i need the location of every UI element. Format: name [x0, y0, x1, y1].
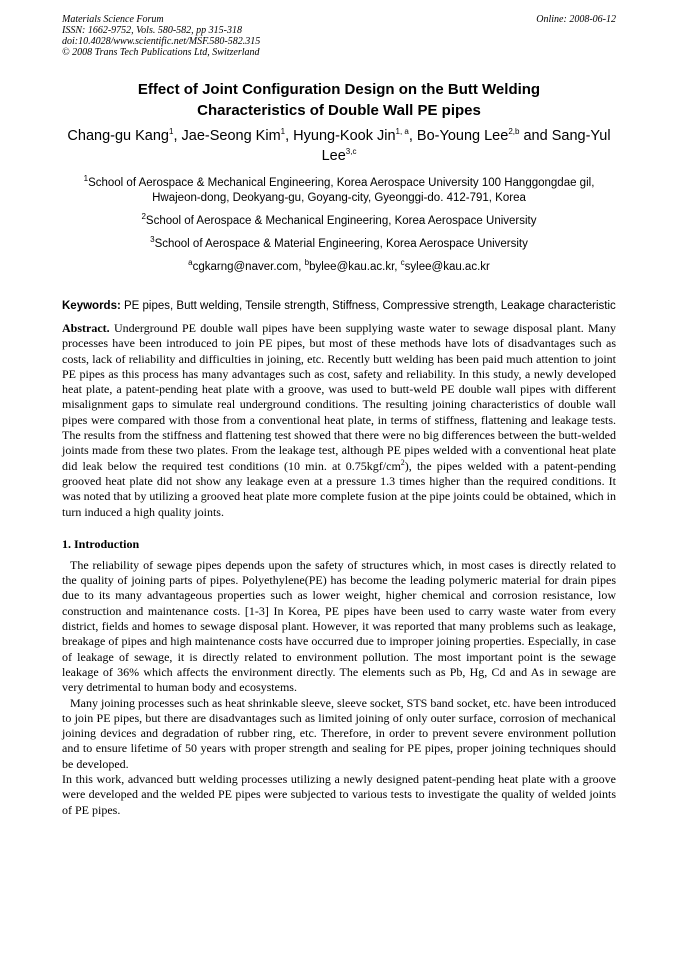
abstract-text: Underground PE double wall pipes have been supplying waste water to sewage disposal plant. Many processes have been introduced to join PE pipes, but most of these methods have lots of disadvantages such as costs, lack of reliability and difficulties in joining, etc. Recently butt welding has been paid much attention to joint PE pipes as this process has many advantages such as cost, safety and reliability. In this study, a newly developed heat plate, a patent-pending heat plate with a groove, was used to butt-weld PE double wall pipes with different misalignment gaps to simulate real underground conditions. The resulting joining characteristics of double wall pipes were compared with those from a conventional heat plate, in terms of stiffness, flattening and leakage tests. The results from the stiffness and flattening test showed that there were no big differences between the butt-welded joints made from these two plates. From the leakage test, although PE pipes welded with a conventional heat plate did leak below the required test conditions (10 min. at 0.75kgf/cm	[62, 321, 616, 473]
affiliation-mark: 2	[141, 212, 146, 222]
abstract-text: ), the pipes welded with a patent-pending grooved heat plate did not show any leakage even at a pressure 1.3 times higher than the required conditions. It was noted that by utilizing a grooved heat plate more complete fusion at the pipe joints could be obtained, which in turn induced a high quality joints.	[62, 458, 616, 519]
keywords	[62, 299, 616, 313]
email-mark: b	[304, 258, 310, 268]
copyright-line: © 2008 Trans Tech Publications Ltd, Switzerland	[62, 47, 260, 58]
affiliation-1	[62, 176, 616, 206]
online-date: Online: 2008-06-12	[536, 14, 616, 25]
journal-header	[62, 14, 616, 25]
affiliation-2	[62, 214, 616, 229]
author-name: , Hyung-Kook Jin	[285, 128, 396, 144]
unit-superscript: 2	[400, 457, 405, 467]
affiliation-text: School of Aerospace & Mechanical Engineering, Korea Aerospace University	[145, 215, 537, 227]
affiliation-mark: 1	[83, 174, 89, 184]
author-name: , Jae-Seong Kim	[173, 128, 281, 144]
author-affiliation-mark: 2,b	[508, 127, 520, 137]
keywords-text: PE pipes, Butt welding, Tensile strength, Stiffness, Compressive strength, Leakage characteristic	[120, 300, 616, 312]
email-address: cgkarng@naver.com,	[192, 261, 305, 273]
intro-paragraph-2: Many joining processes such as heat shrinkable sleeve, sleeve socket, STS band socket, etc. have been introduced to join PE pipes, but there are disadvantages such as limited joining of only outer surface, corrosion of mechanical joining devices and degradation of rubber ring, etc. Therefore, in order to prevent severe environment pollution and to ensure lifetime of 50 years with proper strength and sealing for PE pipes, proper joining techniques should be developed.	[62, 695, 616, 771]
affiliation-mark: 3	[150, 235, 155, 245]
affiliation-3	[62, 237, 616, 252]
affiliation-text: School of Aerospace & Material Engineering, Korea Aerospace University	[154, 238, 528, 250]
author-name: Chang-gu Kang	[67, 128, 169, 144]
author-affiliation-mark: 1	[280, 127, 286, 137]
affiliation-text: School of Aerospace & Mechanical Engineering, Korea Aerospace University 100 Hanggongdae gil, Hwajeon-dong, Deokyang-gu, Goyang-city, Gyeonggi-do. 412-791, Korea	[88, 177, 595, 204]
intro-paragraph-1: The reliability of sewage pipes depends upon the safety of structures which, in most cases is directly related to the quality of joining parts of pipes. Polyethylene(PE) has become the leading polymeric material for drain pipes due to its many advantageous properties such as lower weight, higher chemical and corrosion resistance, low construction and maintenance costs. [1-3] In Korea, PE pipes have been used to carry waste water from every district, fields and homes to sewage disposal plant. However, it was reported that many problems such as leakage, breakage of pipes and high maintenance costs have occurred due to improper joining properties. Especially, in case of leakage of sewage, it is directly related to environment pollution. The most important point is the sewage leakage of 36% which affects the environment directly. The elements such as Pb, Hg, Cd and As in sewage are very detrimental to human body and ecosystems.	[62, 557, 616, 695]
doi-line: doi:10.4028/www.scientific.net/MSF.580-582.315	[62, 36, 261, 47]
author-list	[62, 126, 616, 166]
email-address: bylee@kau.ac.kr,	[309, 261, 401, 273]
abstract	[62, 321, 616, 520]
email-mark: c	[400, 258, 405, 268]
author-name: and Sang-Yul Lee	[321, 128, 611, 164]
abstract-label: Abstract.	[62, 321, 110, 335]
issn-line: ISSN: 1662-9752, Vols. 580-582, pp 315-318	[62, 25, 242, 36]
author-affiliation-mark: 3,c	[345, 147, 357, 157]
paper-title-line-1: Effect of Joint Configuration Design on the Butt Welding	[137, 81, 541, 98]
journal-name: Materials Science Forum	[62, 14, 164, 25]
email-line	[62, 260, 616, 275]
section-heading-introduction: 1. Introduction	[62, 536, 140, 551]
intro-paragraph-3: In this work, advanced butt welding processes utilizing a newly designed patent-pending heat plate with a groove were developed and the welded PE pipes were subjected to various tests to investigate the quality of welded joints of PE pipes.	[62, 772, 616, 817]
author-name: , Bo-Young Lee	[408, 128, 509, 144]
paper-title-line-2: Characteristics of Double Wall PE pipes	[197, 102, 481, 119]
email-mark: a	[188, 258, 193, 268]
keywords-label: Keywords:	[62, 300, 121, 312]
author-affiliation-mark: 1, a	[395, 127, 409, 137]
email-address: sylee@kau.ac.kr	[404, 261, 490, 273]
author-affiliation-mark: 1	[169, 127, 174, 137]
